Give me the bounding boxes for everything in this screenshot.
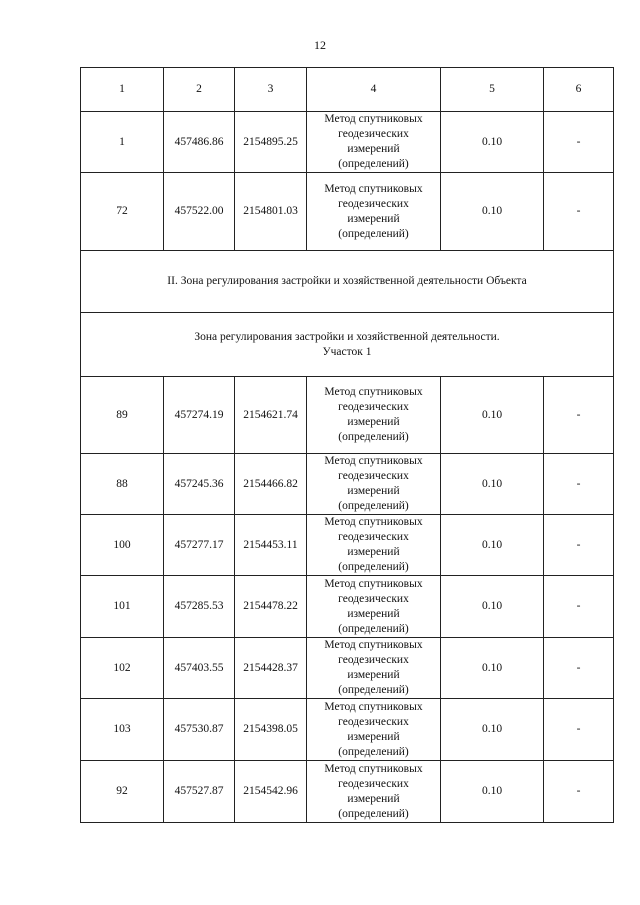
method-line: (определений) [338,158,409,170]
method-line: геодезических [338,470,409,482]
method-cell [307,173,441,251]
point-number: 100 [81,515,164,576]
table-row [81,515,614,576]
table-row [81,112,614,173]
method-line: измерений [347,792,400,805]
accuracy-value: 0.10 [441,377,544,454]
zone-title-line: Участок 1 [322,345,372,358]
note-value: - [544,638,614,699]
coord-y: 2154428.37 [235,638,307,699]
header-cell: 3 [235,68,307,112]
coord-x: 457486.86 [164,112,235,173]
table-row [81,576,614,638]
table-row [81,454,614,515]
table-row [81,761,614,823]
accuracy-value: 0.10 [441,699,544,761]
method-line: измерений [347,485,400,497]
note-value: - [544,576,614,638]
accuracy-value: 0.10 [441,112,544,173]
point-number: 102 [81,638,164,699]
coord-x: 457285.53 [164,576,235,638]
method-cell [307,576,441,638]
table-row [81,699,614,761]
method-line: измерений [347,546,400,558]
header-cell: 5 [441,68,544,112]
point-number: 89 [81,377,164,454]
coord-x: 457522.00 [164,173,235,251]
method-line: (определений) [338,684,409,696]
method-line: геодезических [338,128,409,140]
method-line: геодезических [338,654,409,666]
method-line: геодезических [338,197,409,210]
coord-x: 457530.87 [164,699,235,761]
method-line: геодезических [338,715,409,728]
method-cell [307,112,441,173]
accuracy-value: 0.10 [441,638,544,699]
coord-x: 457403.55 [164,638,235,699]
method-line: измерений [347,730,400,743]
method-cell [307,638,441,699]
point-number: 101 [81,576,164,638]
coord-y: 2154466.82 [235,454,307,515]
section-row [81,251,614,313]
method-line: измерений [347,669,400,681]
method-line: (определений) [338,431,409,443]
coord-x: 457277.17 [164,515,235,576]
zone-title [81,313,614,377]
note-value: - [544,377,614,454]
coord-y: 2154542.96 [235,761,307,823]
accuracy-value: 0.10 [441,576,544,638]
accuracy-value: 0.10 [441,173,544,251]
method-line: Метод спутниковых [324,516,423,528]
point-number: 1 [81,112,164,173]
method-line: геодезических [338,531,409,543]
method-line: геодезических [338,777,409,790]
accuracy-value: 0.10 [441,515,544,576]
coord-y: 2154478.22 [235,576,307,638]
method-line: (определений) [338,745,409,758]
method-line: Метод спутниковых [324,182,423,195]
method-line: измерений [347,212,400,225]
note-value: - [544,515,614,576]
method-line: Метод спутниковых [324,455,423,467]
method-line: Метод спутниковых [324,577,423,590]
method-cell [307,454,441,515]
table-row [81,173,614,251]
method-line: Метод спутниковых [324,700,423,713]
method-line: (определений) [338,227,409,240]
method-line: (определений) [338,807,409,820]
coord-x: 457274.19 [164,377,235,454]
method-cell [307,377,441,454]
method-cell [307,699,441,761]
coord-x: 457527.87 [164,761,235,823]
table-row [81,377,614,454]
point-number: 72 [81,173,164,251]
zone-row [81,313,614,377]
note-value: - [544,112,614,173]
point-number: 92 [81,761,164,823]
accuracy-value: 0.10 [441,454,544,515]
section-title: II. Зона регулирования застройки и хозяйственной деятельности Объекта [81,251,614,313]
point-number: 88 [81,454,164,515]
coordinates-table [80,67,614,823]
coord-y: 2154801.03 [235,173,307,251]
method-line: измерений [347,143,400,155]
header-cell: 2 [164,68,235,112]
method-line: геодезических [338,401,409,413]
note-value: - [544,699,614,761]
method-line: измерений [347,416,400,428]
coord-x: 457245.36 [164,454,235,515]
header-cell: 4 [307,68,441,112]
method-line: Метод спутниковых [324,113,423,125]
method-line: (определений) [338,500,409,512]
method-line: Метод спутниковых [324,639,423,651]
coord-y: 2154453.11 [235,515,307,576]
coord-y: 2154621.74 [235,377,307,454]
table-row [81,638,614,699]
point-number: 103 [81,699,164,761]
note-value: - [544,761,614,823]
method-line: (определений) [338,561,409,573]
method-cell [307,515,441,576]
coord-y: 2154895.25 [235,112,307,173]
method-line: геодезических [338,592,409,605]
zone-title-line: Зона регулирования застройки и хозяйственной деятельности. [194,330,500,343]
note-value: - [544,454,614,515]
coord-y: 2154398.05 [235,699,307,761]
method-line: измерений [347,607,400,620]
accuracy-value: 0.10 [441,761,544,823]
table-header-row [81,68,614,112]
note-value: - [544,173,614,251]
header-cell: 1 [81,68,164,112]
method-line: (определений) [338,622,409,635]
method-cell [307,761,441,823]
page-number: 12 [314,38,326,52]
method-line: Метод спутниковых [324,762,423,775]
header-cell: 6 [544,68,614,112]
method-line: Метод спутниковых [324,386,423,398]
